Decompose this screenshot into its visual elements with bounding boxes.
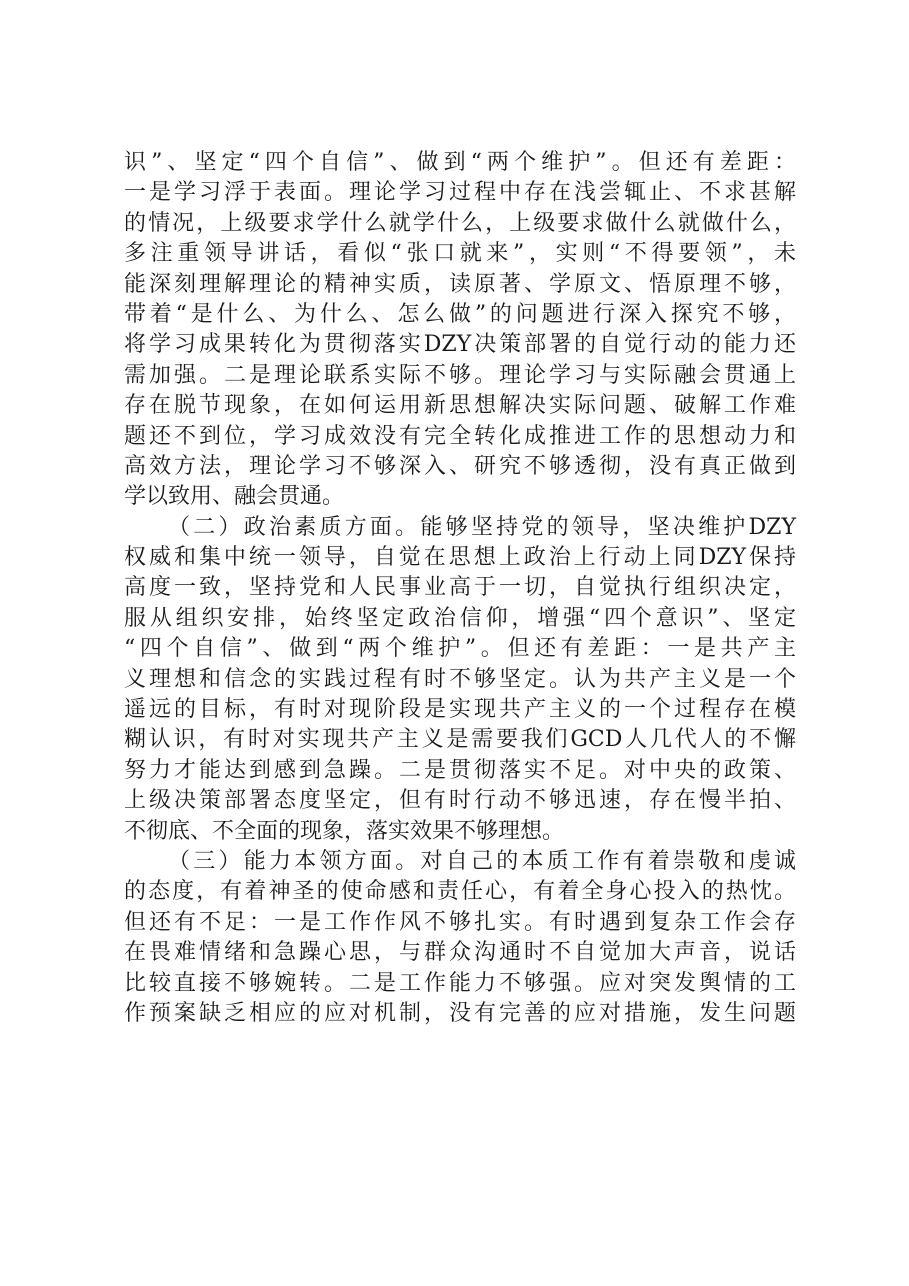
text-line-21: 努力才能达到感到急躁。二是贯彻落实不足。对中央的政策、 [124,757,796,783]
text-line-24: （三）能力本领方面。对自己的本质工作有着崇敬和虔诚 [168,848,796,874]
text-line-8: 需加强。二是理论联系实际不够。理论学习与实际融会贯通上 [124,362,796,388]
text-line-16: 服从组织安排，始终坚定政治信仰，增强“四个意识”、坚定 [124,605,796,631]
document-body [124,148,796,1029]
text-line-25: 的态度，有着神圣的使命感和责任心，有着全身心投入的热忱。 [124,879,796,905]
text-line-18: 义理想和信念的实践过程有时不够坚定。认为共产主义是一个 [124,666,796,692]
text-line-29: 作预案缺乏相应的应对机制，没有完善的应对措施，发生问题 [124,1000,796,1026]
text-line-10: 题还不到位，学习成效没有完全转化成推进工作的思想动力和 [124,423,796,449]
text-line-11: 高效方法，理论学习不够深入、研究不够透彻，没有真正做到 [124,453,796,479]
text-line-19: 遥远的目标，有时对现阶段是实现共产主义的一个过程存在模 [124,697,796,723]
text-line-1: 识”、坚定“四个自信”、做到“两个维护”。但还有差距： [124,150,796,175]
text-line-13: （二）政治素质方面。能够坚持党的领导，坚决维护DZY [168,514,796,540]
text-line-23: 不彻底、不全面的现象，落实效果不够理想。 [124,818,565,844]
text-line-3: 的情况，上级要求学什么就学什么，上级要求做什么就做什么， [124,210,796,236]
text-line-14: 权威和集中统一领导，自觉在思想上政治上行动上同DZY保持 [124,545,796,571]
text-line-28: 比较直接不够婉转。二是工作能力不够强。应对突发舆情的工 [124,970,796,996]
text-line-15: 高度一致，坚持党和人民事业高于一切，自觉执行组织决定， [124,575,796,601]
text-line-22: 上级决策部署态度坚定，但有时行动不够迅速，存在慢半拍、 [124,788,796,814]
text-line-6: 带着“是什么、为什么、怎么做”的问题进行深入探究不够， [124,301,796,327]
text-line-12: 学以致用、融会贯通。 [124,484,345,510]
text-line-5: 能深刻理解理论的精神实质，读原著、学原文、悟原理不够， [124,271,796,297]
text-line-9: 存在脱节现象，在如何运用新思想解决实际问题、破解工作难 [124,393,796,419]
text-line-26: 但还有不足：一是工作作风不够扎实。有时遇到复杂工作会存 [124,909,796,935]
text-line-2: 一是学习浮于表面。理论学习过程中存在浅尝辄止、不求甚解 [124,180,796,206]
text-line-20: 糊认识，有时对实现共产主义是需要我们GCD人几代人的不懈 [124,727,796,753]
text-line-27: 在畏难情绪和急躁心思，与群众沟通时不自觉加大声音，说话 [124,940,796,966]
text-line-4: 多注重领导讲话，看似“张口就来”，实则“不得要领”，未 [124,241,796,267]
text-line-7: 将学习成果转化为贯彻落实DZY决策部署的自觉行动的能力还 [124,332,796,358]
text-line-17: “四个自信”、做到“两个维护”。但还有差距：一是共产主 [124,636,796,662]
